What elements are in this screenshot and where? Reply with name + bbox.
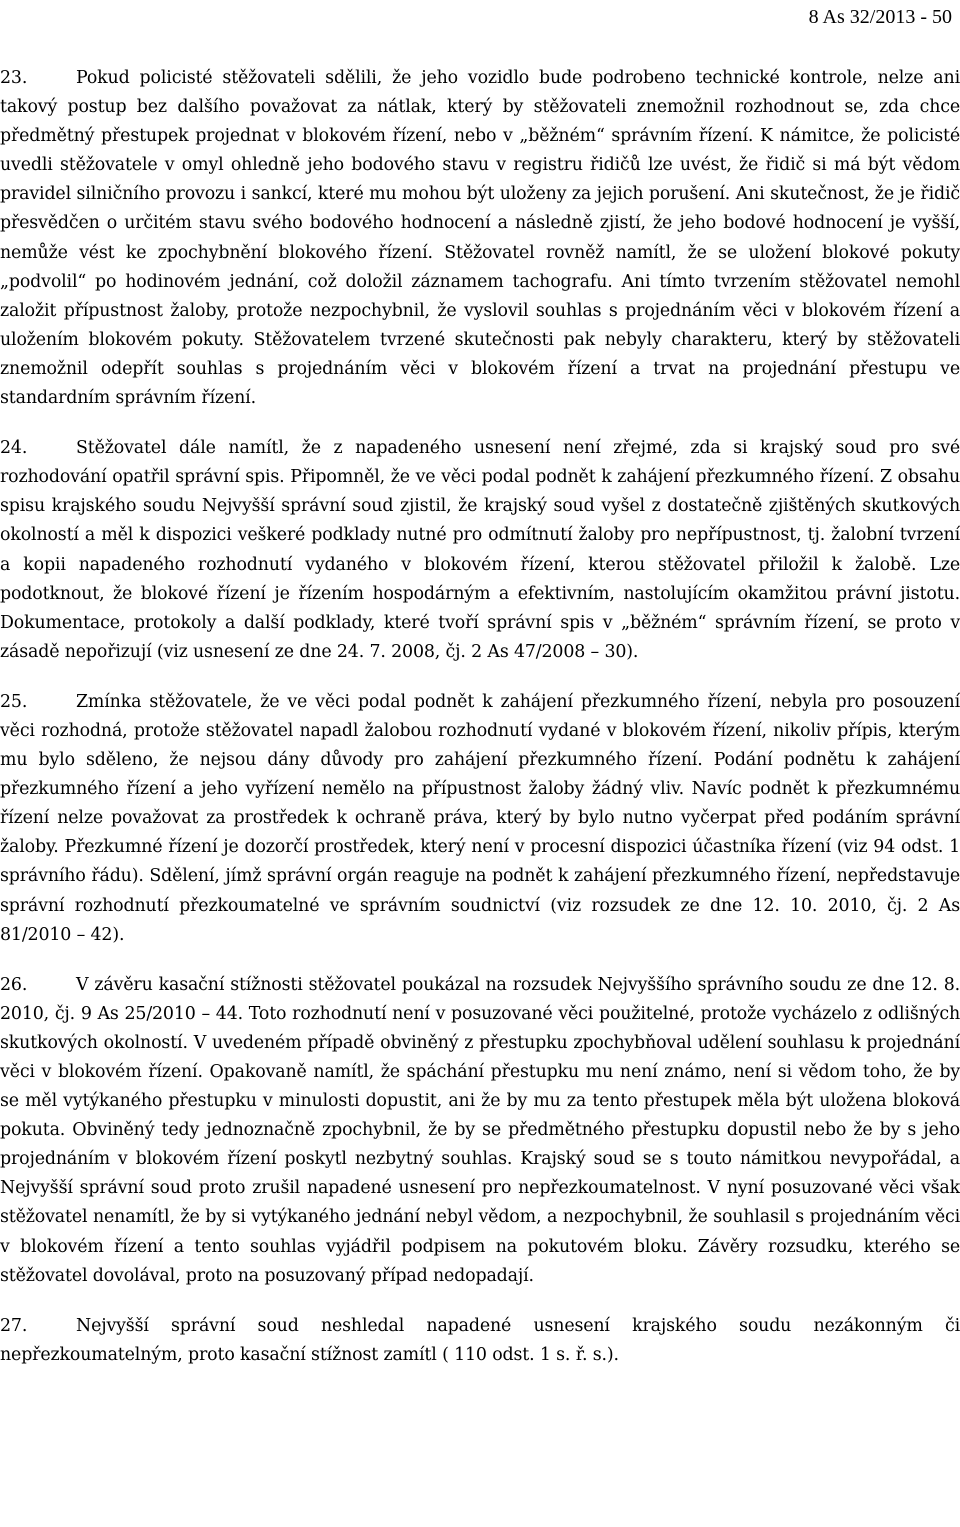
paragraph-number: 26. bbox=[0, 974, 28, 995]
paragraph-text: Nejvyšší správní soud neshledal napadené usnesení krajského soudu nezákonným či nepřezkoumatelným, proto kasační stížnost zamítl ( 110 odst. 1 s. ř. s.). bbox=[0, 1315, 960, 1365]
paragraph-27 bbox=[0, 1312, 960, 1370]
paragraph-number: 24. bbox=[0, 438, 28, 459]
paragraph-text: Pokud policisté stěžovateli sdělili, že jeho vozidlo bude podrobeno technické kontrole, nelze ani takový postup bez dalšího považovat za nátlak, který by stěžovateli znemožnil rozhodnout se, zda chce předmětný přestupek projednat v blokovém řízení, nebo v „běžném“ správním řízení. K námitce, že policisté uvedli stěžovatele v omyl ohledně jeho bodového stavu v registru řidičů lze uvést, že řidič si má být vědom pravidel silničního provozu i sankcí, které mu mohou být uloženy za jejich porušení. Ani skutečnost, že je řidič přesvědčen o určitém stavu svého bodového hodnocení a následně zjistí, že jeho bodové hodnocení je vyšší, nemůže vést ke zpochybnění blokového řízení. Stěžovatel rovněž namítl, že se uložení blokové pokuty „podvolil“ po hodinovém jednání, což doložil záznamem tachografu. Ani tímto tvrzením stěžovatel nemohl založit přípustnost žaloby, protože nezpochybnil, že vyslovil souhlas s projednáním věci v blokovém řízení a uložením blokovém pokuty. Stěžovatelem tvrzené skutečnosti pak nebyly charakteru, který by stěžovateli znemožnil odepřít souhlas s projednáním věci v blokovém řízení a trvat na projednání přestupu ve standardním správním řízení. bbox=[0, 68, 960, 409]
paragraph-26 bbox=[0, 971, 960, 1291]
paragraph-text: V závěru kasační stížnosti stěžovatel poukázal na rozsudek Nejvyššího správního soudu ze dne 12. 8. 2010, čj. 9 As 25/2010 – 44. Toto rozhodnutí není v posuzované věci použitelné, protože vycházelo z odlišných skutkových okolností. V uvedeném případě obviněný z přestupku zpochybňoval udělení souhlasu k projednání věci v blokovém řízení. Opakovaně namítl, že spáchání přestupku mu není známo, není si vědom toho, že by se měl vytýkaného přestupku v minulosti dopustit, ani že by mu za tento přestupek měla být uložena bloková pokuta. Obviněný tedy jednoznačně zpochybnil, že by se předmětného přestupku dopustil nebo že by s jeho projednáním v blokovém řízení poskytl nezbytný souhlas. Krajský soud se s touto námitkou nevypořádal, a Nejvyšší správní soud proto zrušil napadené usnesení pro nepřezkoumatelnost. V nyní posuzované věci však stěžovatel nenamítl, že by si vytýkaného jednání nebyl vědom, a nezpochybnil, že souhlasil s projednáním věci v blokovém řízení a tento souhlas vyjádřil podpisem na pokutovém bloku. Závěry rozsudku, kterého se stěžovatel dovolával, proto na posuzovaný případ nedopadají. bbox=[0, 974, 960, 1286]
paragraph-text: Zmínka stěžovatele, že ve věci podal podnět k zahájení přezkumného řízení, nebyla pro posouzení věci rozhodná, protože stěžovatel napadl žalobou rozhodnutí vydané v blokovém řízení, nikoliv přípis, kterým mu bylo sděleno, že nejsou dány důvody pro zahájení přezkumného řízení. Podání podnětu k zahájení přezkumného řízení a jeho vyřízení nemělo na přípustnost žaloby žádný vliv. Navíc podnět k přezkumnému řízení nelze považovat za prostředek k ochraně práva, který by bylo nutno vyčerpat před podáním správní žaloby. Přezkumné řízení je dozorčí prostředek, který není v procesní dispozici účastníka řízení (viz 94 odst. 1 správního řádu). Sdělení, jímž správní orgán reaguje na podnět k zahájení přezkumného řízení, nepředstavuje správní rozhodnutí přezkoumatelné ve správním soudnictví (viz rozsudek ze dne 12. 10. 2010, čj. 2 As 81/2010 – 42). bbox=[0, 691, 960, 945]
paragraph-24 bbox=[0, 434, 960, 667]
page-header-reference: 8 As 32/2013 - 50 bbox=[808, 6, 952, 28]
paragraph-number: 27. bbox=[0, 1315, 28, 1336]
paragraph-23 bbox=[0, 64, 960, 413]
paragraph-number: 25. bbox=[0, 691, 28, 712]
paragraph-25 bbox=[0, 688, 960, 950]
document-body bbox=[0, 64, 960, 1391]
paragraph-text: Stěžovatel dále namítl, že z napadeného usnesení není zřejmé, zda si krajský soud pro své rozhodování opatřil správní spis. Připomněl, že ve věci podal podnět k zahájení přezkumného řízení. Z obsahu spisu krajského soudu Nejvyšší správní soud zjistil, že krajský soud vyšel z dostatečně zjištěných skutkových okolností a měl k dispozici veškeré podklady nutné pro odmítnutí žaloby pro nepřípustnost, tj. žalobní tvrzení a kopii napadeného rozhodnutí vydaného v blokovém řízení, kterou stěžovatel přiložil k žalobě. Lze podotknout, že blokové řízení je řízením hospodárným a efektivním, nastolujícím okamžitou právní jistotu. Dokumentace, protokoly a další podklady, které tvoří správní spis v „běžném“ správním řízení, se proto v zásadě nepořizují (viz usnesení ze dne 24. 7. 2008, čj. 2 As 47/2008 – 30). bbox=[0, 438, 960, 662]
paragraph-number: 23. bbox=[0, 68, 28, 88]
